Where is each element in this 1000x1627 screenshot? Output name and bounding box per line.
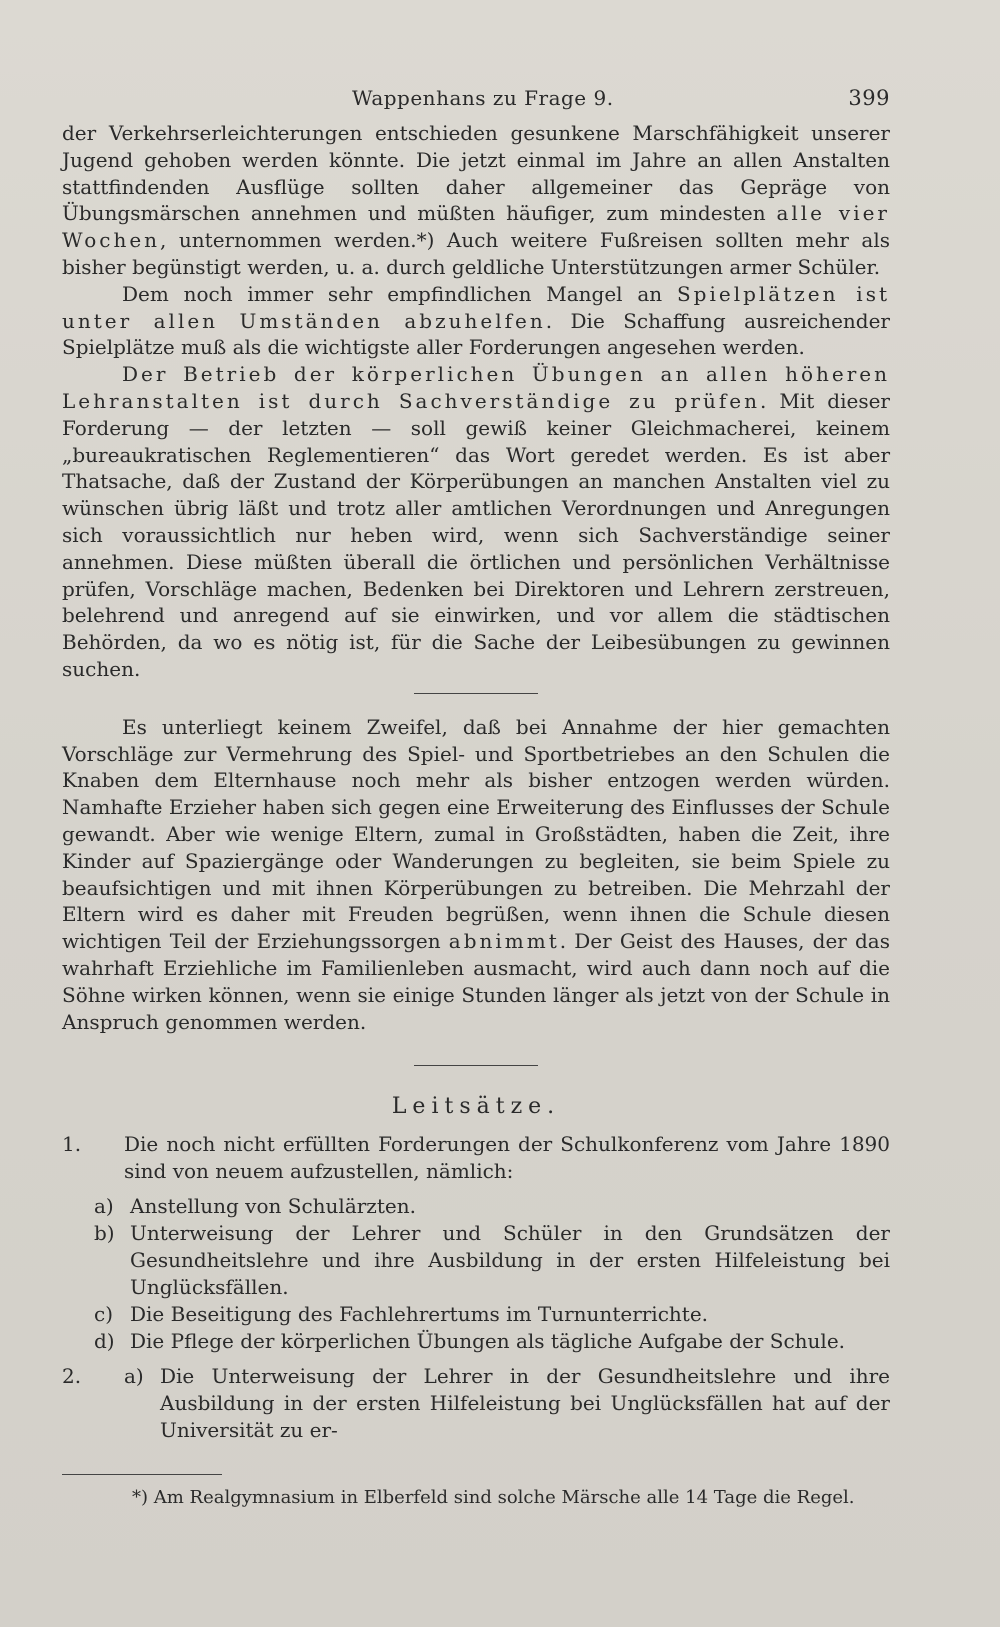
text-run-spaced: abnimmt — [448, 929, 560, 954]
thesis-item — [94, 1328, 890, 1355]
thesis-item — [94, 1220, 890, 1301]
theses-list — [62, 1131, 890, 1444]
separator-rule — [414, 1065, 538, 1066]
item-label: d) — [94, 1329, 115, 1354]
item-text: Die Pflege der körperlichen Übungen als tägliche Aufgabe der Schule. — [130, 1329, 846, 1354]
text-run: . Mit dieser Forderung — der letzten — soll gewiß keiner Gleichmacherei, keinem „bureaukratischen Reglementieren“ das Wort geredet werden. Es ist aber Thatsache, daß der Zustand der Körperübungen an manchen Anstalten viel zu wünschen übrig läßt und trotz aller amtlichen Verordnungen und Anregungen sich voraussichtlich nur heben wird, wenn sich Sachverständige seiner annehmen. Diese müßten überall die örtlichen und persönlichen Verhältnisse prüfen, Vorschläge machen, Bedenken bei Direktoren und Lehrern zerstreuen, belehrend und anregend auf sie einwirken, und vor allem die städtischen Behörden, da wo es nötig ist, für die Sache der Leibesübungen zu gewinnen suchen. — [62, 388, 890, 681]
thesis-2 — [62, 1363, 890, 1444]
item-text: Die Beseitigung des Fachlehrertums im Turnunterrichte. — [130, 1302, 709, 1327]
paragraph-parents — [62, 714, 890, 1036]
text-run: . Die Schaffung ausreichender Spielplätze muß als die wichtigste aller Forderungen angesehen werden. — [62, 308, 890, 360]
thesis-text: Die Unterweisung der Lehrer in der Gesundheitslehre und ihre Ausbildung in der ersten Hilfeleistung bei Unglücksfällen hat auf der Universität zu er- — [160, 1364, 890, 1443]
page-number: 399 — [848, 86, 890, 110]
item-label: c) — [94, 1302, 114, 1327]
footnote: *) Am Realgymnasium in Elberfeld sind solche Märsche alle 14 Tage die Regel. — [132, 1487, 855, 1509]
text-run: , unternommen werden.*) Auch weitere Fußreisen sollten mehr als bisher begünstigt werden, u. a. durch geldliche Unterstützungen armer Schüler. — [62, 228, 890, 279]
running-head — [62, 80, 890, 120]
item-label: a) — [94, 1194, 114, 1219]
footnote-rule — [62, 1474, 222, 1475]
text-run-spaced: Der Betrieb der körperlichen Übungen an allen höheren Lehranstalten ist durch Sachverständige zu prüfen — [62, 362, 890, 413]
section-heading: Leitsätze. — [391, 1094, 561, 1120]
separator-rule — [414, 693, 538, 694]
item-label: b) — [94, 1221, 115, 1246]
text-run-spaced: Spielplätzen ist unter allen Umständen abzuhelfen — [62, 281, 890, 333]
item-label: a) — [124, 1364, 144, 1389]
text-run: Dem noch immer sehr empfindlichen Mangel an — [122, 281, 677, 306]
text-run: der Verkehrserleichterungen entschieden gesunkene Marschfähigkeit unserer Jugend gehoben werden könnte. Die jetzt einmal im Jahre an allen Anstalten stattfindenden Ausflüge sollten daher allgemeiner das Gepräge von Übungsmärschen annehmen und müßten häufiger, zum mindesten — [62, 121, 890, 226]
thesis-number: 1. — [62, 1132, 82, 1157]
thesis-item — [94, 1301, 890, 1328]
thesis-item — [94, 1193, 890, 1220]
paragraph-playgrounds — [62, 281, 890, 361]
paragraph-marches — [62, 120, 890, 281]
thesis-1 — [62, 1131, 890, 1185]
running-title: Wappenhans zu Frage 9. — [352, 86, 614, 110]
item-text: Unterweisung der Lehrer und Schüler in den Grundsätzen der Gesundheitslehre und ihre Ausbildung in der ersten Hilfeleistung bei Unglücksfällen. — [130, 1221, 890, 1300]
thesis-number: 2. — [62, 1364, 82, 1389]
thesis-text: Die noch nicht erfüllten Forderungen der Schulkonferenz vom Jahre 1890 sind von neuem aufzustellen, nämlich: — [124, 1132, 890, 1184]
item-text: Anstellung von Schulärzten. — [130, 1194, 416, 1219]
paragraph-inspection — [62, 361, 890, 683]
text-run: . Der Geist des Hauses, der das wahrhaft Erziehliche im Familienleben ausmacht, wird auch dann noch auf die Söhne wirken können, wenn sie einige Stunden länger als jetzt von der Schule in Anspruch genommen werden. — [62, 929, 890, 1034]
text-run-spaced: alle vier Wochen — [62, 201, 890, 253]
text-run: Es unterliegt keinem Zweifel, daß bei Annahme der hier gemachten Vorschläge zur Vermehrung des Spiel- und Sportbetriebes an den Schulen die Knaben dem Elternhause noch mehr als bisher entzogen werden würden. Namhafte Erzieher haben sich gegen eine Erweiterung des Einflusses der Schule gewandt. Aber wie wenige Eltern, zumal in Großstädten, haben die Zeit, ihre Kinder auf Spaziergänge oder Wanderungen zu begleiten, sie beim Spiele zu beaufsichtigen und mit ihnen Körperübungen zu betreiben. Die Mehrzahl der Eltern wird es daher mit Freuden begrüßen, wenn ihnen die Schule diesen wichtigen Teil der Erziehungssorgen — [62, 714, 890, 954]
